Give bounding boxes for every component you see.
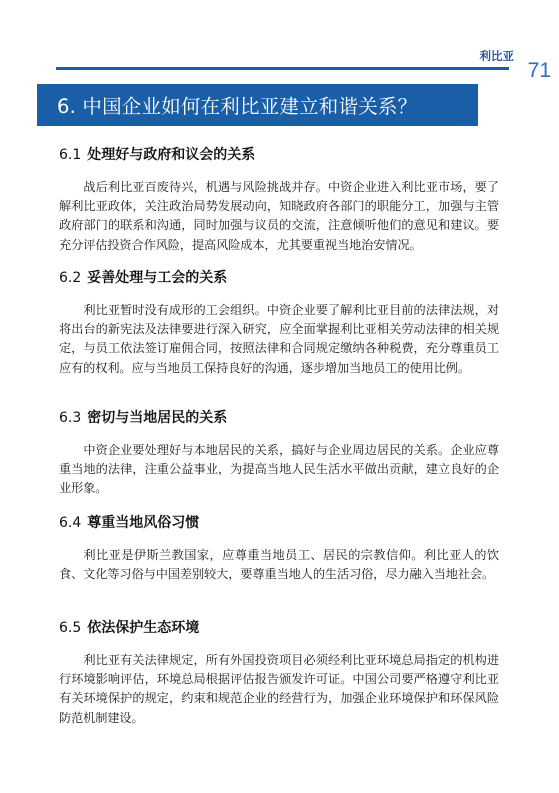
page-content <box>59 146 499 728</box>
section-6-4 <box>59 514 499 619</box>
section-heading <box>59 269 499 287</box>
page-number: 71 <box>527 59 551 82</box>
section-heading <box>59 514 499 532</box>
section-6-5 <box>59 619 499 728</box>
section-paragraph: 利比亚是伊斯兰教国家，应尊重当地员工、居民的宗教信仰。利比亚人的饮食、文化等习俗与中国差别较大，要尊重当地人的生活习俗，尽力融入当地社会。 <box>59 548 499 582</box>
section-paragraph: 战后利比亚百废待兴，机遇与风险挑战并存。中资企业进入利比亚市场，要了解利比亚政体，关注政治局势发展动向，知晓政府各部门的职能分工，加强与主管政府部门的联系和沟通，同时加强与议员的交流，注意倾听他们的意见和建议。要充分评估投资合作风险，提高风险成本，尤其要重视当地治安情况。 <box>59 180 499 252</box>
section-number: 6.1 <box>59 147 82 163</box>
section-number: 6.4 <box>59 515 82 531</box>
section-6-2 <box>59 269 499 409</box>
chapter-title: 6. 中国企业如何在利比亚建立和谐关系？ <box>57 95 418 118</box>
section-paragraph: 利比亚暂时没有成形的工会组织。中资企业要了解利比亚目前的法律法规，对将出台的新宪法及法律要进行深入研究，应全面掌握利比亚相关劳动法律的相关规定，与员工依法签订雇佣合同，按照法律和合同规定缴纳各种税费，充分尊重员工应有的权利。应与当地员工保持良好的沟通，逐步增加当地员工的使用比例。 <box>59 303 499 375</box>
section-number: 6.2 <box>59 270 82 286</box>
running-header-country: 利比亚 <box>479 49 514 63</box>
section-heading <box>59 619 499 637</box>
section-title: 尊重当地风俗习惯 <box>87 515 200 531</box>
section-6-3 <box>59 409 499 514</box>
section-heading <box>59 146 499 164</box>
section-number: 6.5 <box>59 620 82 636</box>
header-rule <box>56 67 509 70</box>
section-title: 处理好与政府和议会的关系 <box>87 147 256 163</box>
section-6-1 <box>59 146 499 269</box>
section-title: 依法保护生态环境 <box>87 620 200 636</box>
section-heading <box>59 409 499 427</box>
section-number: 6.3 <box>59 410 82 426</box>
section-title: 密切与当地居民的关系 <box>87 410 228 426</box>
section-paragraph: 中资企业要处理好与本地居民的关系，搞好与企业周边居民的关系。企业应尊重当地的法律，注重公益事业，为提高当地人民生活水平做出贡献，建立良好的企业形象。 <box>59 443 499 496</box>
section-paragraph: 利比亚有关法律规定，所有外国投资项目必须经利比亚环境总局指定的机构进行环境影响评估，环境总局根据评估报告颁发许可证。中国公司要严格遵守利比亚有关环境保护的规定，约束和规范企业的经营行为，加强企业环境保护和环保风险防范机制建设。 <box>59 653 499 725</box>
chapter-heading-band <box>37 84 478 126</box>
section-title: 妥善处理与工会的关系 <box>87 270 228 286</box>
